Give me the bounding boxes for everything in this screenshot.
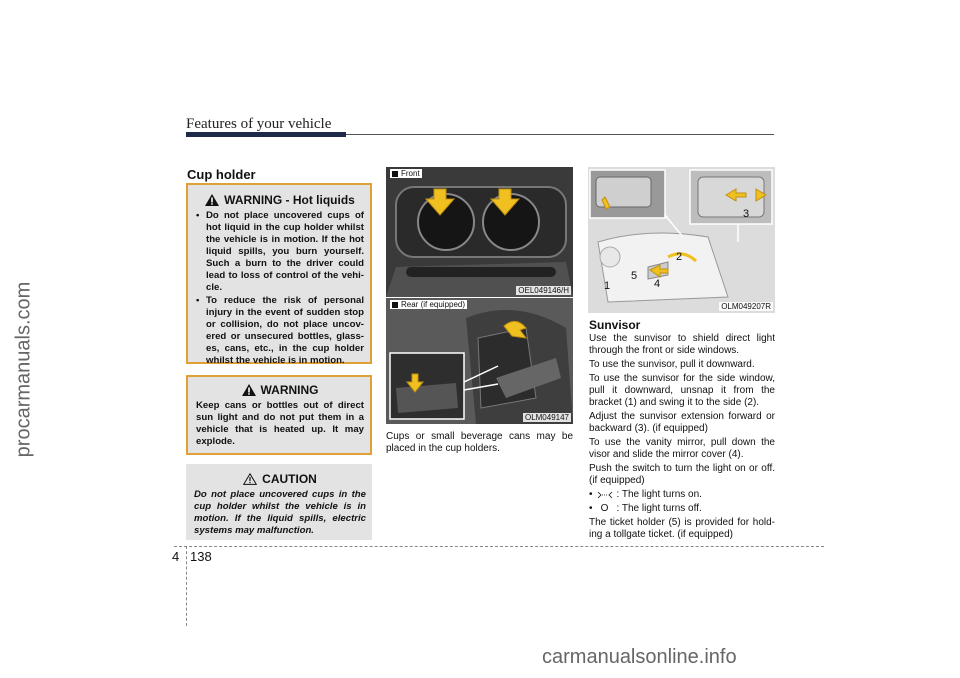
sunvisor-illustration bbox=[588, 167, 775, 313]
header-rule bbox=[346, 134, 774, 135]
warning-hot-item: • Do not place uncovered cups of hot liquid in the cup holder whilst the vehicle is in motion. If the hot liquid spills, you burn yourself. Such a burn to the driver could lead to loss of control of the vehi-cle. bbox=[196, 210, 364, 294]
front-figure-code: OEL049146/H bbox=[518, 286, 569, 295]
sunvisor-paragraph: To use the sunvisor, pull it downward. bbox=[589, 359, 755, 370]
page-number: 138 bbox=[190, 549, 212, 564]
bottom-watermark: carmanualsonline.info bbox=[542, 646, 737, 668]
light-on-text: : The light turns on. bbox=[616, 489, 702, 500]
light-off-text: : The light turns off. bbox=[616, 503, 702, 514]
sunvisor-paragraph: To use the vanity mirror, pull down the visor and slide the mirror cover (4). bbox=[589, 437, 775, 460]
light-off-symbol-icon: O bbox=[600, 503, 609, 514]
sunvisor-paragraph: Push the switch to turn the light on or off. (if equipped) bbox=[589, 463, 775, 486]
warning-hot-heading: WARNING - Hot liquids bbox=[224, 193, 355, 207]
footer-rule bbox=[174, 546, 824, 547]
callout-1: 1 bbox=[604, 280, 611, 292]
rear-cup-holder-illustration bbox=[386, 298, 573, 424]
callout-5: 5 bbox=[631, 270, 638, 282]
sunvisor-photo bbox=[588, 167, 775, 313]
rear-figure-code: OLM049147 bbox=[524, 413, 569, 422]
warning-sun-heading: WARNING bbox=[260, 383, 319, 397]
footer-divider bbox=[186, 546, 187, 626]
light-off-row: • O : The light turns off. bbox=[589, 503, 702, 514]
front-cup-holder-photo bbox=[386, 167, 573, 297]
sunvisor-body bbox=[589, 333, 775, 541]
bullet-square-icon bbox=[392, 171, 398, 177]
side-watermark: procarmanuals.com bbox=[12, 281, 35, 458]
bullet-square-icon bbox=[392, 302, 398, 308]
caution-box bbox=[186, 464, 372, 540]
rear-figure-label: Rear (if equipped) bbox=[401, 300, 466, 309]
header-bar bbox=[186, 132, 346, 137]
warning-triangle-icon bbox=[242, 384, 256, 396]
callout-4: 4 bbox=[654, 278, 661, 290]
callout-3: 3 bbox=[743, 208, 750, 220]
header-title: Features of your vehicle bbox=[186, 116, 332, 132]
sunvisor-paragraph: To use the sunvisor for the side window, pull it downward, unsnap it from the bracket (1) and swing it to the side (2). bbox=[589, 373, 775, 408]
warning-sunlight-box bbox=[186, 375, 372, 455]
light-on-symbol-icon bbox=[596, 490, 614, 500]
ticket-holder-text: The ticket holder (5) is provided for hold-ing a tollgate ticket. (if equipped) bbox=[589, 517, 775, 540]
caution-triangle-icon bbox=[243, 473, 257, 485]
sunvisor-paragraph: Use the sunvisor to shield direct light through the front or side windows. bbox=[589, 333, 775, 356]
caution-text: Do not place uncovered cups in the cup holder whilst the vehicle is in motion. If the liquid spills, electric systems may malfunction. bbox=[194, 489, 366, 536]
callout-2: 2 bbox=[676, 251, 683, 263]
chapter-number: 4 bbox=[172, 549, 180, 564]
warning-hot-liquids-box bbox=[186, 183, 372, 364]
rear-cup-holder-photo bbox=[386, 298, 573, 424]
warning-triangle-icon bbox=[205, 194, 219, 206]
section-title: Cup holder bbox=[187, 167, 256, 182]
caution-heading: CAUTION bbox=[262, 472, 317, 486]
warning-hot-item: • To reduce the risk of personal injury in the event of sudden stop or collision, do not place uncov-ered or unsecured bottles, glass-es, cans, etc., in the cup holder whilst the vehicle is in motion. bbox=[196, 295, 364, 367]
sunvisor-paragraph: Adjust the sunvisor extension forward or backward (3). (if equipped) bbox=[589, 411, 775, 434]
front-figure-label: Front bbox=[401, 169, 420, 178]
front-cup-holder-illustration bbox=[386, 167, 573, 297]
light-on-row: • : The light turns on. bbox=[589, 489, 702, 500]
warning-sun-text: Keep cans or bottles out of direct sun light and do not put them in a vehicle that is heated up. It may explode. bbox=[196, 400, 364, 447]
sunvisor-figure-code: OLM049207R bbox=[721, 302, 771, 311]
warning-hot-list bbox=[196, 210, 364, 367]
cup-holder-text: Cups or small beverage cans may be placed in the cup holders. bbox=[386, 431, 573, 454]
sunvisor-title: Sunvisor bbox=[589, 318, 641, 332]
